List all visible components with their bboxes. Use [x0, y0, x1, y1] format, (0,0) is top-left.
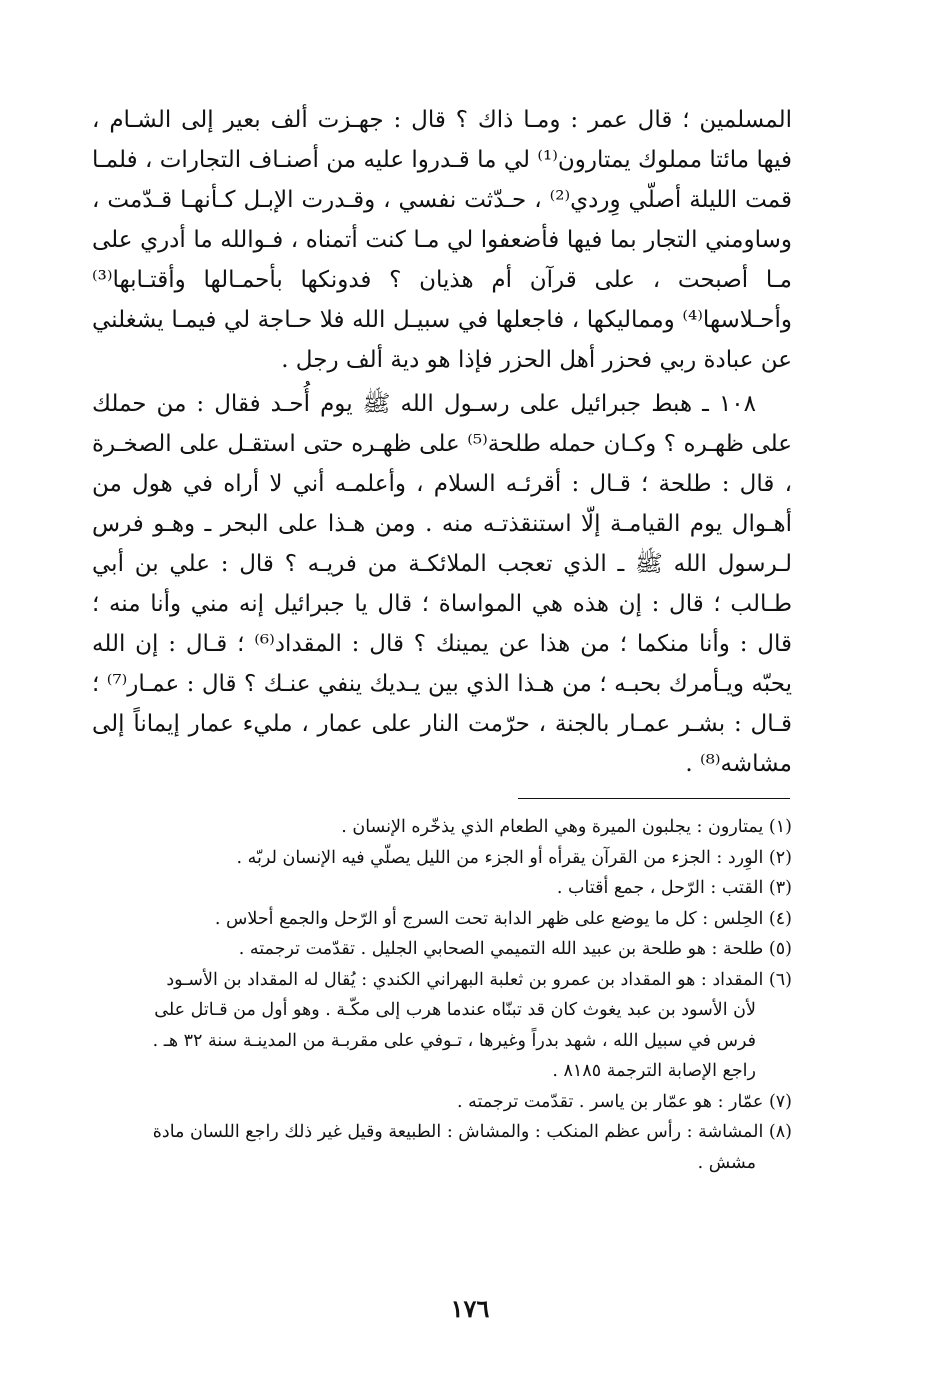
- text-line: وساومني التجار بما فيها فأضعفوا لي مـا كنت أتمناه ، فـوالله ما أدري على مـا: [92, 227, 792, 293]
- text-line: من هذا عن يمينك ؟ قال : المقداد⁽⁶⁾ ؛ قـال : إن الله يحبّه ويـأمرك بحبـه ؛: [92, 631, 792, 697]
- text-line: أصبحت ، على قرآن أم هذيان ؟ فدونكها بأحمـالها وأقتـابها⁽³⁾ وأحـلاسها⁽⁴⁾: [92, 267, 792, 333]
- footnote-8: (٨) المشاشة : رأس عظم المنكب : والمشاش : الطبيعة وقيل غير ذلك راجع اللسان مادة: [152, 1122, 792, 1142]
- footnote-3: (٣) القتب : الرّحل ، جمع أقتاب .: [556, 878, 792, 898]
- footnote-divider: [518, 798, 790, 799]
- text-line: ومماليكها ، فاجعلها في سبيـل الله فلا حـاجة لي فيمـا يشغلني عن عبادة ربي: [92, 307, 792, 373]
- footnote-4: (٤) الحِلس : كل ما يوضع على ظهر الدابة تحت السرج أو الرّحل والجمع أحلاس .: [214, 908, 792, 929]
- footnote-8-continued: مشش .: [697, 1152, 756, 1173]
- paragraph-1: [92, 100, 792, 380]
- footnote-5: (٥) طلحة : هو طلحة بن عبيد الله التميمي الصحابي الجليل . تقدّمت ترجمته .: [238, 939, 792, 959]
- text-line: ١٠٨ ـ هبط جبرائيل على رسـول الله ﷺ يوم أُحـد فقال : من حملك: [92, 391, 756, 417]
- main-text: [92, 100, 792, 784]
- footnotes: [92, 812, 792, 1178]
- text-line: يوم القيامـة إلّا استنقذتـه منه . ومن هـذا على البحر ـ وهـو فرس لـرسول الله: [92, 511, 793, 577]
- text-line: المسلمين ؛ قال عمر : ومـا ذاك ؟ قال : جهـزت ألف بعير إلى الشـام ، فيها: [92, 107, 793, 173]
- text-line: على ظهـره ؟ وكـان حمله طلحة⁽⁵⁾ على ظهـره حتى استقـل على الصخـرة ،: [92, 431, 792, 497]
- footnote-6: (٦) المقداد : هو المقداد بن عمرو بن ثعلبة البهراني الكندي : يُقال له المقداد بن الأسـود: [166, 969, 792, 990]
- text-line: ﷺ ـ الذي تعجب الملائكـة من فريـه ؟ قال : علي بن أبي طـالب ؛ قال :: [92, 551, 793, 617]
- text-line: بالجنة ، حرّمت النار على عمار ، مليء عمار إيماناً إلى مشاشه⁽⁸⁾ .: [92, 711, 792, 777]
- text-line: إن هذه هي المواساة ؛ قال يا جبرائيل إنه مني وأنا منه ؛ قال : وأنا منكما ؛: [92, 591, 792, 657]
- page-number: ١٧٦: [450, 1294, 490, 1323]
- text-line: مائتا مملوك يمتارون⁽¹⁾ لي ما قـدروا عليه من أصنـاف التجارات ، فلمـا قمت: [92, 147, 792, 213]
- footnote-6-continued: لأن الأسود بن عبد يغوث كان قد تبنّاه عندما هرب إلى مكّـة . وهو أول من قـاتل على: [154, 1000, 756, 1020]
- text-line: من هـذا الذي بين يـديك ينفي عنـك ؟ قال : عمـار⁽⁷⁾ ؛ قـال : بشـر عمـار: [92, 671, 792, 737]
- footnote-6-continued: راجع الإصابة الترجمة ٨١٨٥ .: [552, 1061, 756, 1081]
- text-line: فحزر أهل الحزر فإذا هو دية ألف رجل .: [281, 347, 653, 373]
- footnote-1: (١) يمتارون : يجلبون الميرة وهي الطعام الذي يذخّره الإنسان .: [341, 817, 792, 837]
- paragraph-108: [92, 384, 792, 784]
- footnote-7: (٧) عمّار : هو عمّار بن ياسر . تقدّمت ترجمته .: [457, 1091, 792, 1112]
- footnote-6-continued: فرس في سبيل الله ، شهد بدراً وغيرها ، تـوفي على مقربـة من المدينـة سنة ٣٢ هـ .: [152, 1030, 756, 1051]
- footnote-2: (٢) الوِرد : الجزء من القرآن يقرأه أو الجزء من الليل يصلّي فيه الإنسان لربّه .: [236, 847, 792, 868]
- text-line: قال : طلحة ؛ قـال : أقرئـه السلام ، وأعلمـه أني لا أراه في هول من أهـوال: [92, 471, 793, 537]
- text-line: الليلة أصلّي وِردي⁽²⁾ ، حـدّثت نفسي ، وقـدرت الإبـل كـأنهـا قـدّمت ،: [92, 187, 738, 213]
